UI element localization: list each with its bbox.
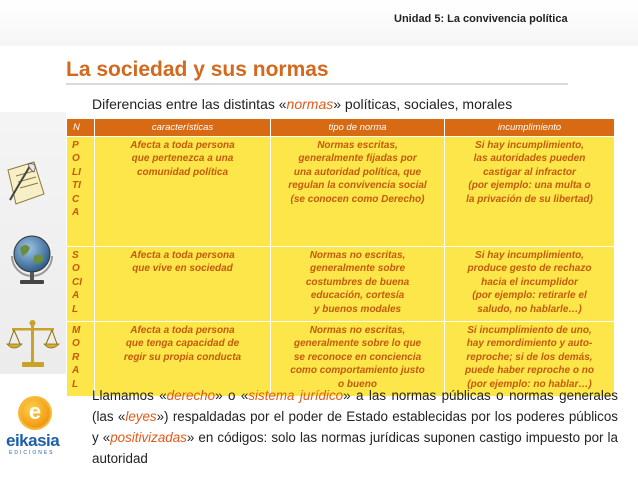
cell-caracteristicas [95,137,271,247]
para-highlight-derecho: derecho [166,388,216,403]
unit-label: Unidad 5: La convivencia política [394,13,568,25]
cell-line: Afecta a toda persona [130,325,235,336]
cell-line: que tenga capacidad de [125,338,240,350]
cell-line: (por ejemplo: retirarle el [472,290,587,302]
row-label-politica [67,137,95,247]
para-text: » en códigos: solo las normas jurídicas suponen castigo impuesto por la autoridad [92,430,618,466]
cell-line: y buenos modales [313,303,402,315]
letter: LI [72,166,81,178]
cell-line: Normas escritas, [317,140,398,151]
cell-line: reproche; si de los demás, [466,351,593,363]
cell-line: que vive en sociedad [132,263,233,275]
para-highlight-leyes: leyes [125,409,157,424]
subtitle-before: Diferencias entre las distintas « [92,96,287,112]
letter: P [72,140,79,151]
header-n: N [67,119,95,137]
subtitle-after: » políticas, sociales, morales [333,96,513,112]
cell-line: costumbres de buena [305,276,410,288]
norms-table [66,118,615,397]
cell-incumplimiento [445,247,615,322]
letter: M [72,325,81,336]
cell-line: puede haber reproche o no [465,365,594,377]
cell-line: como comportamiento justo [290,365,425,377]
slide-header-bar [0,0,638,46]
letter: R [72,351,80,363]
letter: A [72,290,80,302]
para-text: » o « [215,388,249,403]
cell-line: se reconoce en conciencia [293,351,422,363]
cell-line: (por ejemplo: no hablar…) [467,378,592,390]
cell-line: hacia el incumplidor [481,276,578,288]
cell-line: Normas no escritas, [309,250,406,261]
cell-line: produce gesto de rechazo [467,263,592,275]
subtitle [92,96,512,112]
cell-line: generalmente sobre [309,263,406,275]
cell-line: Afecta a toda persona [130,140,235,151]
para-text: ») respaldadas por el poder de Estado establecidas por los poderes públicos y « [92,409,618,445]
title-divider [66,83,568,85]
letter: TI [72,180,81,192]
letter: A [72,207,80,219]
para-text: » a las normas públicas o normas generales (las « [92,388,618,424]
cell-line: saludo, no hablarle…) [477,303,582,315]
definition-paragraph [92,385,618,469]
logo-tagline: EDICIONES [9,450,55,456]
cell-line: (por ejemplo: una multa o [468,180,591,192]
header-incumplimiento: incumplimiento [445,119,615,137]
cell-line: generalmente fijadas por [298,153,417,165]
subtitle-highlight: normas [286,96,334,112]
header-tipo: tipo de norma [271,119,445,137]
cell-line: educación, cortesía [310,290,405,302]
table-header-row [67,119,615,137]
cell-line: regulan la convivencia social [288,180,427,192]
row-label-moral [67,322,95,397]
cell-line: comunidad política [136,166,229,178]
cell-line: castigar al infractor [483,166,576,178]
letter: L [72,378,79,390]
para-highlight-sistema: sistema jurídico [248,388,344,403]
cell-incumplimiento [445,137,615,247]
row-label-social [67,247,95,322]
page-title: La sociedad y sus normas [66,58,329,81]
globe-icon [8,232,58,288]
table-row [67,247,615,322]
document-quill-icon [4,160,48,206]
cell-line: o bueno [338,378,377,390]
scales-icon [6,318,60,370]
table-row [67,137,615,247]
letter: O [72,338,80,350]
letter: A [72,365,80,377]
letter: O [72,263,80,275]
eikasia-logo [6,398,66,468]
header-caracteristicas: características [95,119,271,137]
cell-caracteristicas [95,247,271,322]
cell-tipo [271,137,445,247]
cell-line: una autoridad política, que [293,166,422,178]
letter: L [72,303,79,315]
letter: O [72,153,80,165]
letter: CI [72,276,82,288]
cell-line: regir su propia conducta [123,351,242,363]
cell-line: la privación de su libertad) [466,193,593,205]
cell-line: que pertenezca a una [131,153,234,165]
cell-line: (se conocen como Derecho) [290,193,425,205]
para-highlight-positivizadas: positivizadas [110,430,187,445]
cell-line: Si hay incumplimiento, [475,250,584,261]
letter: S [72,250,79,261]
cell-tipo [271,247,445,322]
logo-name: eikasia [6,431,60,450]
cell-line: hay remordimiento y auto- [466,338,593,350]
letter: C [72,193,80,205]
para-text: Llamamos « [92,388,167,403]
cell-line: Si hay incumplimiento, [475,140,584,151]
cell-line: las autoridades pueden [473,153,586,165]
logo-mark: e [20,398,50,428]
cell-line: Afecta a toda persona [130,250,235,261]
cell-line: Normas no escritas, [309,325,406,336]
cell-line: generalmente sobre lo que [293,338,422,350]
cell-line: Si incumplimiento de uno, [467,325,592,336]
